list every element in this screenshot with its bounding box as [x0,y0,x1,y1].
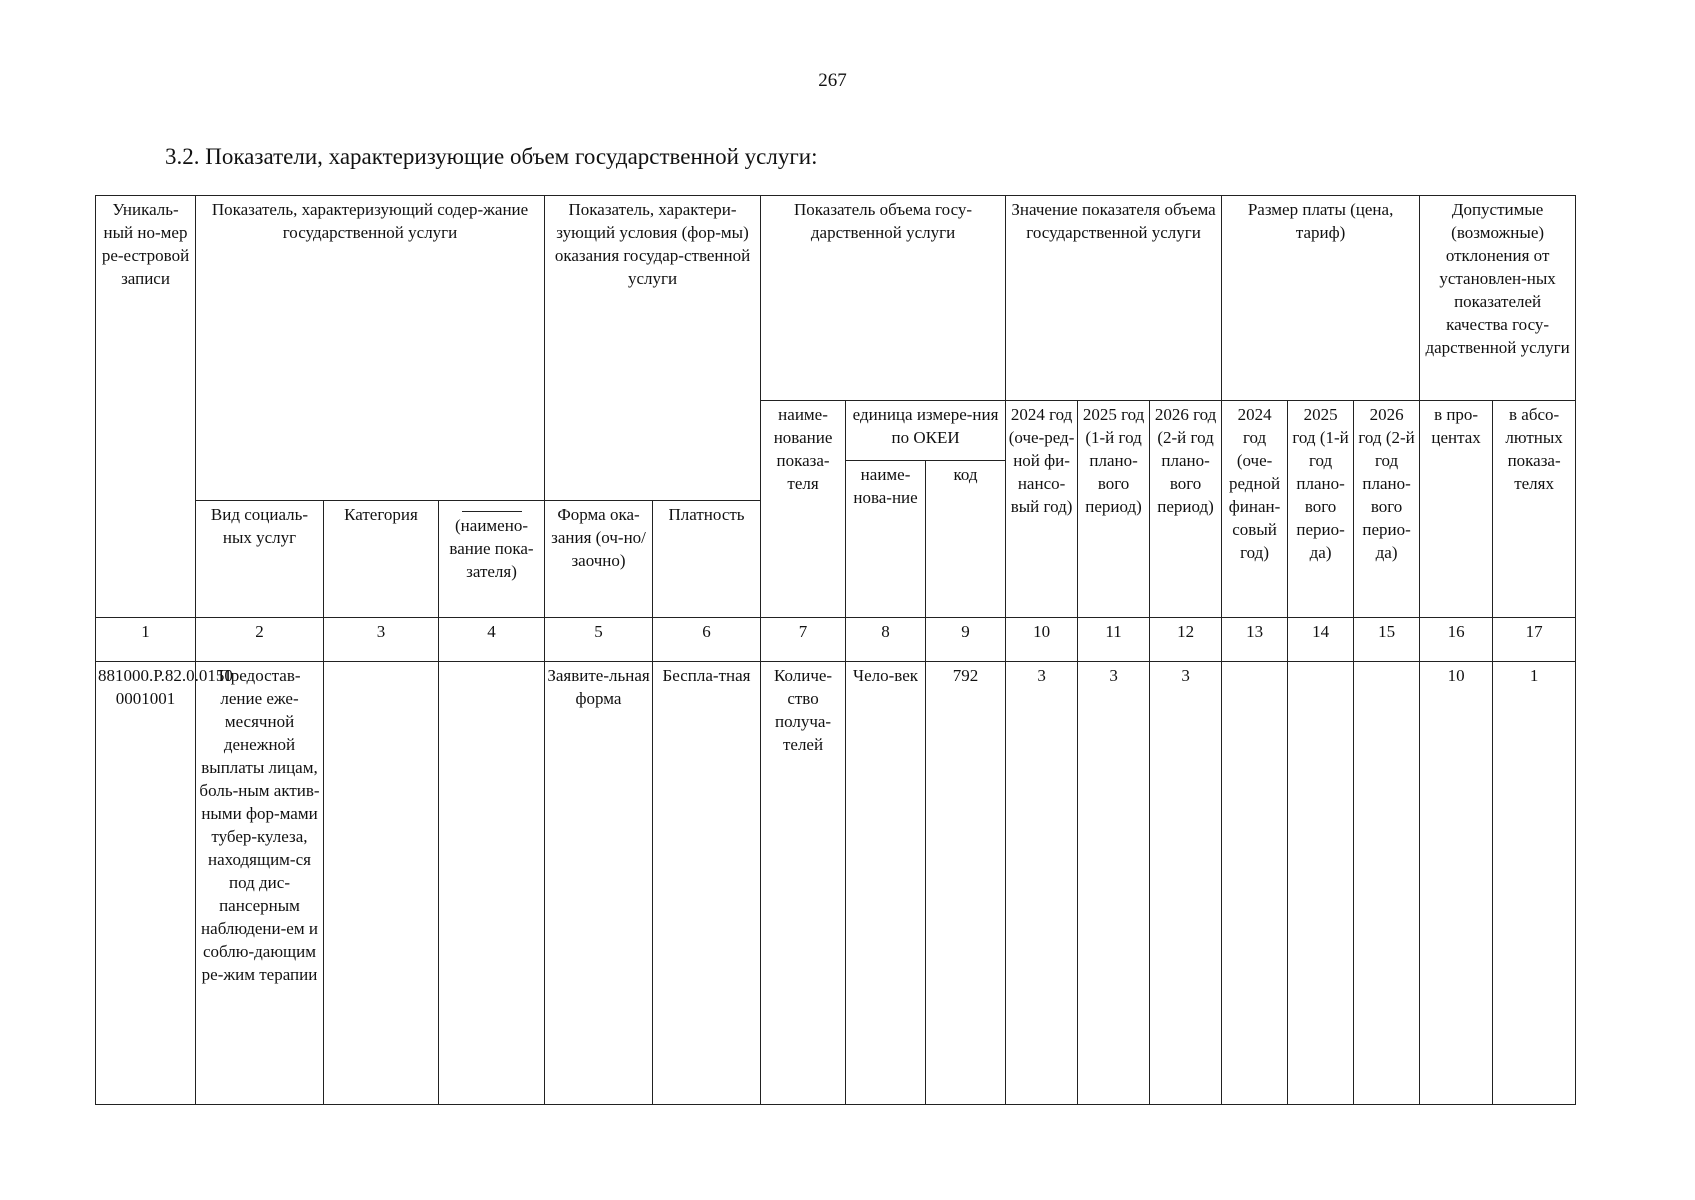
cell-volume-name: Количе-ство получа-телей [761,662,846,1105]
col-num: 7 [761,618,846,662]
col-num: 5 [545,618,653,662]
col-num: 1 [96,618,196,662]
header-fee-2024: 2024 год (оче-редной финан-совый год) [1222,401,1288,618]
table-row [96,662,1576,1105]
cell-val-2025: 3 [1078,662,1150,1105]
col-num: 10 [1006,618,1078,662]
header-registry: Уникаль-ный но-мер ре-естровой записи [96,196,196,618]
column-number-row [96,618,1576,662]
section-title: 3.2. Показатели, характеризующие объем государственной услуги: [165,144,818,169]
header-okei-name: наиме-нова-ние [846,461,926,618]
header-volume-group: Показатель объема госу-дарственной услуги [761,196,1006,401]
header-value-group: Значение показателя объема государственной услуги [1006,196,1222,401]
cell-fee-2025 [1288,662,1354,1105]
page-number: 267 [818,70,847,91]
cell-fee-2024 [1222,662,1288,1105]
volume-indicators-table [95,195,1576,1105]
cell-val-2024: 3 [1006,662,1078,1105]
col-num: 6 [653,618,761,662]
header-deviation-group: Допустимые (возможные) отклонения от установлен-ных показателей качества госу-дарственной услуги [1420,196,1576,401]
col-num: 14 [1288,618,1354,662]
col-num: 15 [1354,618,1420,662]
cell-registry-number: 881000.Р.82.0.0150 0001001 [96,662,196,1105]
header-kind: Вид социаль-ных услуг [196,501,324,618]
header-content-group: Показатель, характеризующий содер-жание государственной услуги [196,196,545,501]
header-dev-absolute: в абсо-лютных показа-телях [1493,401,1576,618]
cell-dev-percent: 10 [1420,662,1493,1105]
blank-line [462,511,522,512]
col-num: 4 [439,618,545,662]
cell-fee-2026 [1354,662,1420,1105]
cell-dev-absolute: 1 [1493,662,1576,1105]
header-indicator-name: (наимено-вание пока-зателя) [439,501,545,618]
col-num: 3 [324,618,439,662]
cell-category [324,662,439,1105]
col-num: 8 [846,618,926,662]
col-num: 16 [1420,618,1493,662]
header-okei-code: код [926,461,1006,618]
header-payment: Платность [653,501,761,618]
cell-form: Заявите-льная форма [545,662,653,1105]
header-category: Категория [324,501,439,618]
header-fee-group: Размер платы (цена, тариф) [1222,196,1420,401]
cell-payment: Беспла-тная [653,662,761,1105]
cell-kind: Предостав-ление еже-месячной денежной выплаты лицам, боль-ным актив-ными фор-мами тубер-кулеза, находящим-ся под дис-пансерным наблюдени-ем и соблю-дающим ре-жим терапии [196,662,324,1105]
col-num: 17 [1493,618,1576,662]
header-okei-unit: единица измере-ния по ОКЕИ [846,401,1006,461]
header-val-2026: 2026 год (2-й год плано-вого период) [1150,401,1222,618]
header-form: Форма ока-зания (оч-но/заочно) [545,501,653,618]
cell-okei-name: Чело-век [846,662,926,1105]
col-num: 12 [1150,618,1222,662]
col-num: 2 [196,618,324,662]
header-val-2024: 2024 год (оче-ред-ной фи-нансо-вый год) [1006,401,1078,618]
col-num: 13 [1222,618,1288,662]
header-val-2025: 2025 год (1-й год плано-вого период) [1078,401,1150,618]
cell-okei-code: 792 [926,662,1006,1105]
header-fee-2025: 2025 год (1-й год плано-вого перио-да) [1288,401,1354,618]
header-fee-2026: 2026 год (2-й год плано-вого перио-да) [1354,401,1420,618]
header-conditions-group: Показатель, характери-зующий условия (фор-мы) оказания государ-ственной услуги [545,196,761,501]
header-volume-name: наиме-нование показа-теля [761,401,846,618]
col-num: 11 [1078,618,1150,662]
header-dev-percent: в про-центах [1420,401,1493,618]
col-num: 9 [926,618,1006,662]
cell-val-2026: 3 [1150,662,1222,1105]
cell-indicator-name [439,662,545,1105]
